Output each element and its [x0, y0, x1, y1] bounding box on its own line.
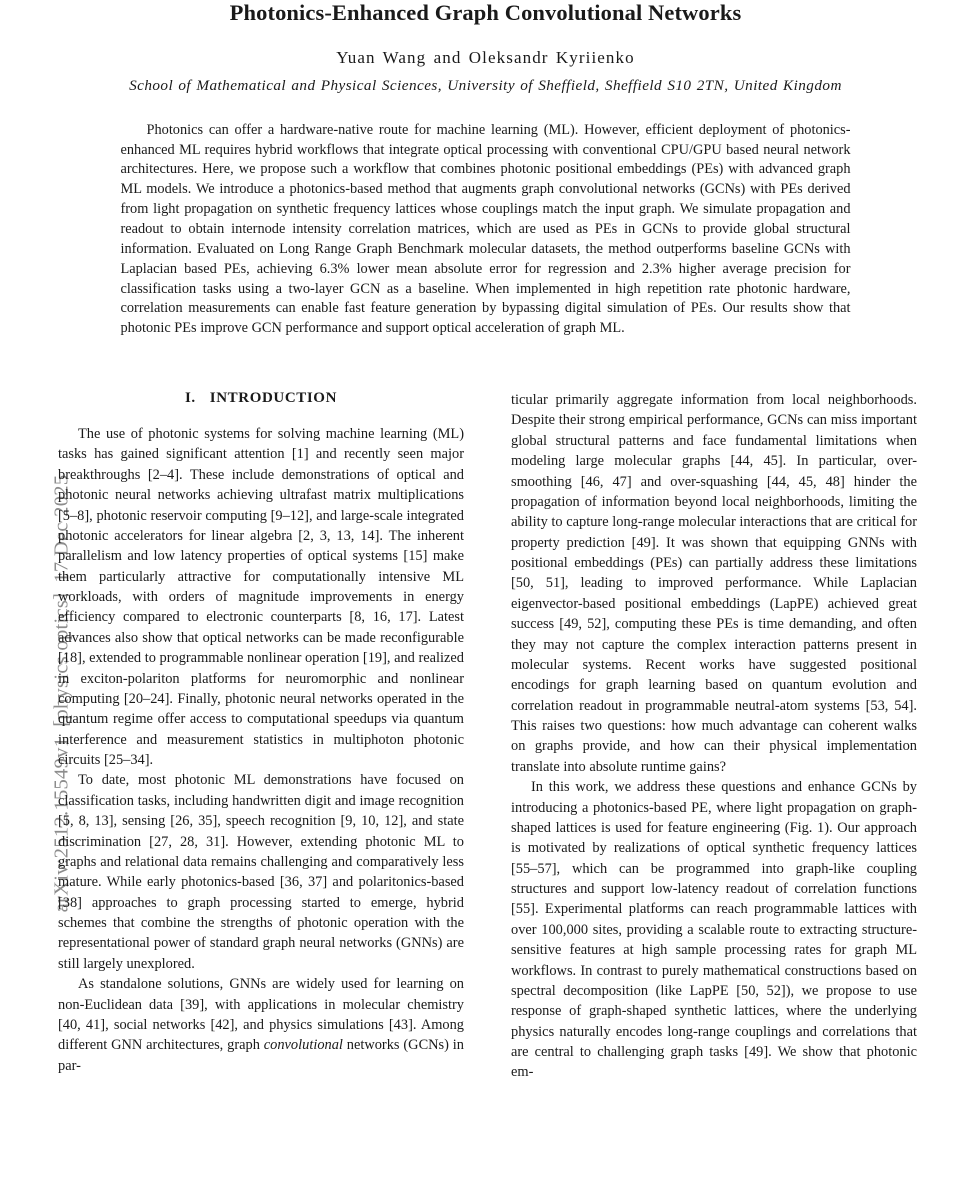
emphasized-term: convolutional	[263, 1037, 343, 1054]
paragraph	[58, 974, 464, 1076]
abstract-text: Photonics can offer a hardware-native route for machine learning (ML). However, efficient deployment of photonics-enhanced ML requires hybrid workflows that integrate optical processing with conventional CPU/GPU based neural network architectures. Here, we propose such a workflow that combines photonic positional embeddings (PEs) with advanced graph ML models. We introduce a photonics-based method that augments graph convolutional networks (GCNs) with PEs derived from light propagation on synthetic frequency lattices whose couplings match the input graph. We simulate propagation and readout to obtain internode intensity correlation matrices, which are used as PEs in GCNs to provide global structural information. Evaluated on Long Range Graph Benchmark molecular datasets, the method outperforms baseline GCNs with Laplacian based PEs, achieving 6.3% lower mean absolute error for regression and 2.3% higher average precision for classification tasks using a two-layer GCN as a baseline. When implemented in high repetition rate photonic hardware, correlation measurements can enable fast feature generation by bypassing digital simulation of PEs. Our results show that photonic PEs improve GCN performance and support optical acceleration of graph ML.	[120, 121, 851, 337]
arxiv-category: [physics.optics]	[50, 592, 73, 727]
paragraph-text-after-italic: networks (GCNs) in par-	[58, 1037, 465, 1074]
author-list: Yuan Wang and Oleksandr Kyriienko	[336, 47, 635, 67]
section-title: INTRODUCTION	[209, 390, 337, 406]
body-columns	[58, 390, 918, 1083]
title-block	[0, 0, 971, 95]
section-heading	[58, 390, 464, 407]
page-title: Photonics-Enhanced Graph Convolutional Networks	[229, 0, 742, 25]
section-numeral: I.	[184, 390, 196, 406]
arxiv-id: arXiv:2512.15549v1	[50, 736, 73, 913]
left-column	[58, 390, 464, 1083]
paragraph: The use of photonic systems for solving machine learning (ML) tasks has gained significant attention [1] and recently seen major breakthroughs [2–4]. These include demonstrations of optical and photonic neural networks achieving ultrafast matrix multiplications [5–8], photonic reservoir computing [9–12], and large-scale integrated photonic accelerators for linear algebra [2, 3, 13, 14]. The inherent parallelism and low latency properties of optical systems [15] make them particularly attractive for computationally intensive ML workloads, with orders of magnitude improvements in energy efficiency compared to electronic counterparts [8, 16, 17]. Latest advances also show that optical networks can be made reconfigurable [18], extended to programmable nonlinear operation [19], and realized in exciton-polariton platforms for neuromorphic and nonlinear computing [20–24]. Finally, photonic neural networks operated in the quantum regime offer access to computational speedups via quantum interference and measurement statistics in multiphoton photonic circuits [25–34].	[58, 426, 464, 768]
right-column	[511, 390, 917, 1083]
affiliation-line: School of Mathematical and Physical Sciences, University of Sheffield, Sheffield S10 2TN, United Kingdom	[129, 76, 842, 94]
paragraph: ticular primarily aggregate information from local neighborhoods. Despite their strong empirical performance, GCNs can miss important global structural patterns and face fundamental limitations when modeling large molecular graphs [44, 45]. In particular, over-smoothing [46, 47] and over-squashing [44, 45, 48] hinder the propagation of information beyond local neighborhoods, limiting the ability to capture long-range molecular interactions that are critical for property prediction [49]. It was shown that equipping GNNs with positional embeddings (PEs) can partially address these limitations [50, 51], leading to improved performance. While Laplacian eigenvector-based positional embeddings (LapPE) achieved great success [49, 52], computing these PEs is time demanding, and often they may not capture the complex interaction patterns present in molecular systems. Recent works have suggested positional encodings for graph learning based on quantum evolution and correlation readout in programmable neutral-atom systems [53, 54]. This raises two questions: how much advantage can coherent walks on graphs provide, and how can their physical implementation translate into absolute runtime gains?	[511, 392, 917, 775]
paragraph: To date, most photonic ML demonstrations have focused on classification tasks, including handwritten digit and image recognition [5, 8, 13], sensing [26, 35], speech recognition [9, 10, 12], and state discrimination [27, 28, 31]. However, extending photonic ML to graphs and relational data remains challenging and comparatively less mature. While early photonics-based [36, 37] and polaritonics-based [38] approaches to graph processing started to emerge, hybrid schemes that combine the strengths of photonic operation with the representational power of standard graph neural networks (GNNs) are still largely unexplored.	[58, 772, 464, 972]
paragraph: In this work, we address these questions and enhance GCNs by introducing a photonics-based PE, where light propagation on graph-shaped lattices is used for feature engineering (Fig. 1). Our approach is motivated by realizations of optical synthetic frequency lattices [55–57], which can be programmed into graph-like coupling structures and support low-latency readout of correlation functions [55]. Experimental platforms can reach programmable lattices with over 100,000 sites, providing a scalable route to extracting structure-sensitive features at high sample processing rates for graph ML workflows. In contrast to purely mathematical constructions based on spectral decomposition (like LapPE [50, 52]), we propose to use response of graph-shaped synthetic lattices, where the underlying physics naturally encodes long-range couplings and correlations that are central to challenging graph tasks [49]. We show that photonic em-	[511, 779, 917, 1081]
paragraph-text-before-italic: As standalone solutions, GNNs are widely used for learning on non-Euclidean data [39], with applications in molecular chemistry [40, 41], social networks [42], and physics simulations [43]. Among different GNN architectures, graph	[58, 976, 464, 1054]
arxiv-date: 17 Dec 2025	[50, 474, 73, 583]
